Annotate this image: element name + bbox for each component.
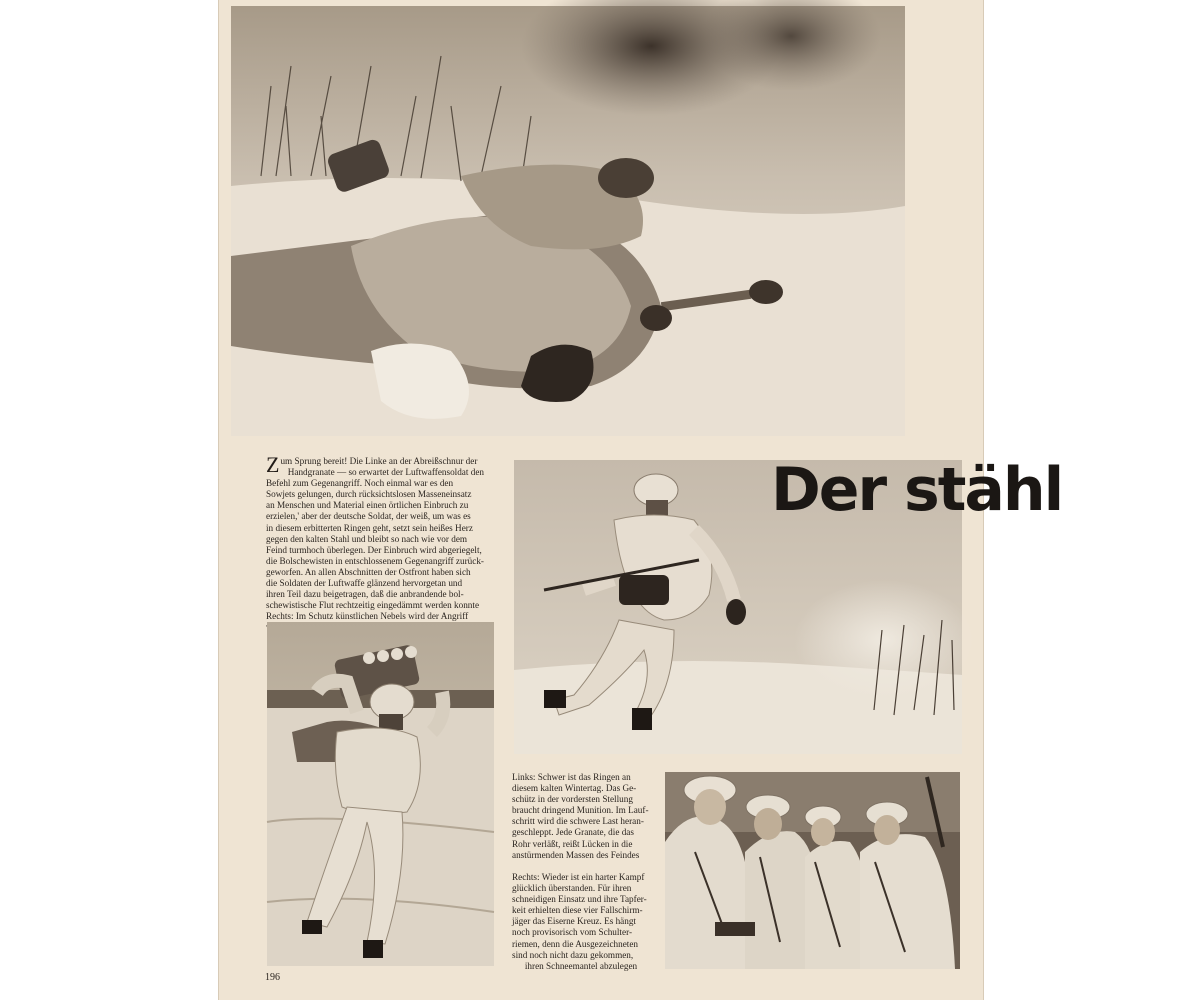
caption-intro: [266, 452, 484, 645]
caption-line: ihren Teil dazu beigetragen, daß die anbrandende bol-: [266, 589, 464, 600]
caption-line: Handgranate — so erwartet der Luftwaffensoldat den: [287, 467, 484, 478]
caption-line: Rechts: Im Schutz künstlichen Nebels wird der Angriff: [266, 611, 469, 622]
caption-line: keit erhielten diese vier Fallschirm-: [512, 905, 643, 916]
photo-soldier-prone-with-grenade: [231, 6, 905, 436]
page-number: 196: [265, 972, 280, 983]
caption-line: in diesem erbitterten Ringen geht, setzt sein heißes Herz: [266, 522, 473, 533]
caption-line: Links: Schwer ist das Ringen an: [512, 772, 631, 782]
caption-line: um Sprung bereit! Die Linke an der Abreißschnur der: [280, 456, 478, 466]
caption-line: schritt wird die schwere Last heran-: [512, 816, 644, 827]
photo-four-paratroopers: [665, 772, 960, 969]
caption-line: Befehl zum Gegenangriff. Noch einmal war es den: [266, 478, 454, 489]
caption-line: an Menschen und Material einen örtlichen Einbruch zu: [266, 500, 469, 511]
caption-line: Rechts: Wieder ist ein harter Kampf: [512, 872, 645, 882]
caption-rechts: [512, 872, 650, 972]
caption-line: ihren Schneemantel abzulegen: [524, 960, 638, 971]
caption-line: schütz in der vordersten Stellung: [512, 794, 633, 805]
caption-line: diesem kalten Wintertag. Das Ge-: [512, 783, 637, 794]
caption-line: Rohr verläßt, reißt Lücken in die: [512, 838, 633, 849]
caption-line: Sowjets gelungen, durch rücksichtslosen Masseneinsatz: [266, 489, 472, 500]
caption-links: [512, 772, 650, 861]
caption-line: sind noch nicht dazu gekommen,: [512, 949, 634, 960]
magazine-page: [218, 0, 1063, 1000]
caption-line: geschleppt. Jede Granate, die das: [512, 827, 634, 838]
headline-title: Der stähl: [771, 455, 1063, 525]
caption-line: die Bolschewisten in entschlossenem Gegenangriff zurück-: [266, 555, 484, 566]
caption-line: erzielen,' aber der deutsche Soldat, der weiß, um was es: [266, 511, 471, 522]
caption-dropcap: Z: [266, 452, 280, 477]
caption-line: geworfen. An allen Abschnitten der Ostfront haben sich: [266, 566, 471, 577]
photo-soldier-carrying-ammunition: [267, 622, 494, 966]
caption-line: jäger das Eiserne Kreuz. Es hängt: [512, 916, 636, 927]
caption-line: braucht dringend Munition. Im Lauf-: [512, 805, 649, 816]
caption-line: riemen, denn die Ausgezeichneten: [512, 938, 639, 949]
caption-line: anstürmenden Massen des Feindes: [512, 849, 640, 860]
caption-line: glücklich überstanden. Für ihren: [512, 883, 632, 894]
caption-line: schewistische Flut rechtzeitig eingedämmt werden konnte: [266, 600, 480, 611]
caption-line: die Soldaten der Luftwaffe glänzend hervorgetan und: [266, 578, 463, 589]
caption-line: noch provisorisch vom Schulter-: [512, 927, 632, 938]
caption-line: gegen den kalten Stahl und bleibt so nach wie vor dem: [266, 533, 468, 544]
caption-line: schneidigen Einsatz und ihre Tapfer-: [512, 894, 647, 905]
caption-line: Feind turmhoch überlegen. Der Einbruch wird abgeriegelt,: [266, 544, 482, 555]
